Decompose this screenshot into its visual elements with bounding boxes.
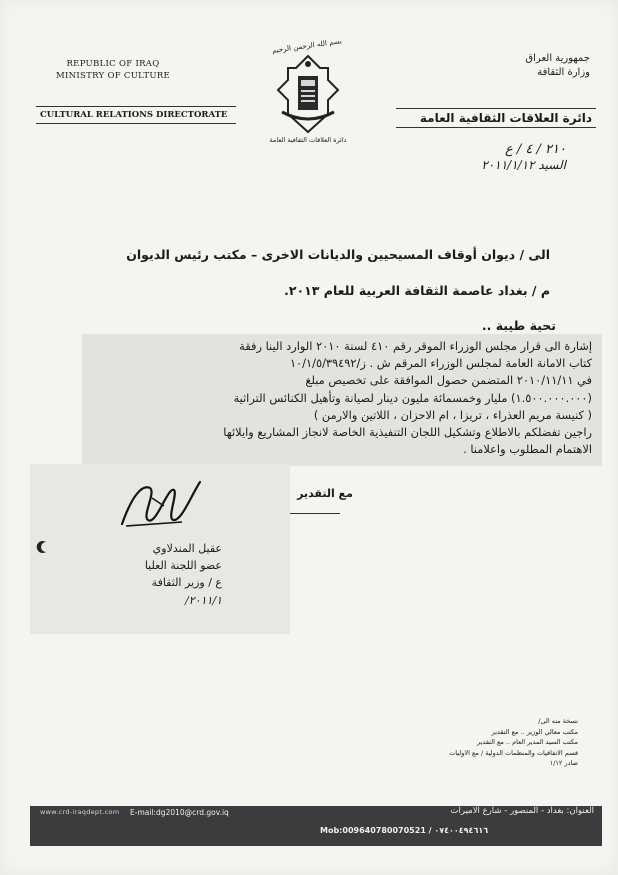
copies-line: صادر ١/١٢ <box>549 759 578 768</box>
arabic-directorate: دائرة العلاقات الثقافية العامة <box>396 108 596 128</box>
reference-date: السيد ٢٠١١/١/١٢ <box>481 158 566 172</box>
english-header-line2: MINISTRY OF CULTURE <box>55 71 171 81</box>
signatory-name: عقيل المندلاوي <box>152 542 222 555</box>
footer-website: www.crd-iraqdept.com <box>40 808 120 816</box>
copies-heading: نسخة منه الى/ <box>538 717 578 725</box>
ministry-emblem-icon <box>268 52 348 138</box>
letter-body <box>92 338 592 458</box>
signatory-title: عضو اللجنة العليا <box>144 559 222 572</box>
basmala: بسم الله الرحمن الرحيم <box>271 37 343 55</box>
copies-line: مكتب معالي الوزير .. مع التقدير <box>491 727 578 736</box>
letter-closing: مع التقدير <box>297 487 353 500</box>
copies-line: قسم الاتفاقيات والمنظمات الدولية / مع الاوليات <box>449 748 578 757</box>
footer-email: E-mail:dg2010@crd.gov.iq <box>130 808 229 817</box>
body-line: (١.٥٠٠.٠٠٠.٠٠٠) مليار وخمسمائة مليون دينار لصيانة وتأهيل الكنائس التراثية <box>233 390 592 405</box>
signatory-role: ع / وزير الثقافة <box>151 576 222 589</box>
signatory-block <box>112 540 222 591</box>
body-line: إشارة الى قرار مجلس الوزراء الموقر رقم ٤١٠ لسنة ٢٠١٠ الوارد الينا رفقة <box>239 339 592 353</box>
english-directorate: CULTURAL RELATIONS DIRECTORATE <box>36 106 236 124</box>
arabic-header <box>450 52 590 80</box>
body-line: الاهتمام المطلوب واعلامنا . <box>463 442 592 457</box>
letter-subject: م / بغداد عاصمة الثقافة العربية للعام ٢٠١٣. <box>284 283 550 298</box>
handwritten-signature-icon <box>112 476 212 536</box>
signatory-date: ٢٠١١/١/ <box>185 594 222 607</box>
body-line: ( كنيسة مريم العذراء ، تريزا ، ام الاحزان ، اللاتين والارمن ) <box>313 407 592 422</box>
footer-phones: Mob:009640780070521 / ٠٧٤٠٠٤٩٤٦١٦ <box>320 826 489 835</box>
english-header <box>38 58 188 82</box>
letter-greeting: تحية طيبة .. <box>481 318 556 333</box>
copies-list <box>358 716 578 769</box>
body-line: في ٢٠١٠/١١/١١ المتضمن حصول الموافقة على تخصيص مبلغ <box>305 373 592 388</box>
footer-address: العنوان: بغداد - المنصور - شارع الاميرات <box>450 806 594 816</box>
crescent-mark-icon <box>36 540 50 554</box>
english-header-line1: REPUBLIC OF IRAQ <box>66 59 160 69</box>
body-line: راجين تفضلكم بالاطلاع وتشكيل اللجان التنفيذية الخاصة لانجاز المشاريع وايلائها <box>223 425 592 440</box>
body-line: كتاب الامانة العامة لمجلس الوزراء المرقم ش . ز/١٠/١/٥/٣٩٤٩٢ <box>289 356 592 371</box>
arabic-header-line1: جمهورية العراق <box>525 53 590 64</box>
reference-number: ٢١٠ / ٤ / ع <box>505 142 566 157</box>
letter-addressee: الى / ديوان أوقاف المسيحيين والديانات الاخرى – مكتب رئيس الديوان <box>126 247 550 262</box>
emblem-caption: دائرة العلاقات الثقافية العامة <box>269 136 347 144</box>
copies-line: مكتب السيد المدير العام .. مع التقدير <box>477 738 578 747</box>
arabic-header-line2: وزارة الثقافة <box>537 67 590 78</box>
